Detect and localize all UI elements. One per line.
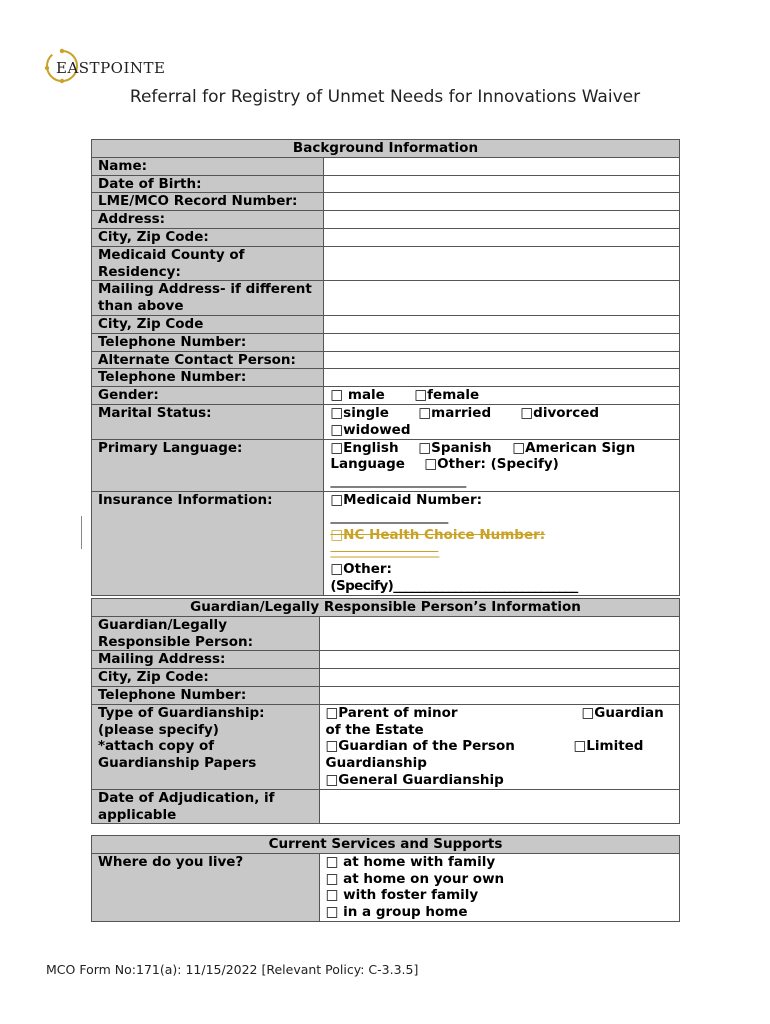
insurance-options: [324, 491, 680, 595]
margin-mark: [81, 516, 82, 549]
opt-limited-checkbox[interactable]: □Limited: [573, 738, 644, 755]
county-label-line1: Medicaid County of: [98, 246, 245, 263]
background-table: [91, 139, 680, 596]
mailing-field[interactable]: [324, 281, 680, 316]
dob-field[interactable]: [324, 175, 680, 193]
adjudication-label: [92, 789, 320, 824]
guardianship-options: [319, 704, 679, 789]
guardianship-type-line4: Guardianship Papers: [98, 755, 257, 772]
guardianship-type-line2: (please specify): [98, 721, 219, 738]
ins-other-checkbox[interactable]: □Other:: [330, 561, 392, 578]
guardian-heading: Guardian/Legally Responsible Person’s Information: [92, 599, 680, 617]
alt-contact-field[interactable]: [324, 351, 680, 369]
live-own-checkbox[interactable]: □ at home on your own: [325, 870, 505, 887]
mailing-label-line2: than above: [98, 298, 184, 315]
guardian-table: [91, 598, 680, 824]
mailing-label-line1: Mailing Address- if different: [98, 281, 312, 298]
guardian-label: [92, 616, 320, 651]
record-number-label: LME/MCO Record Number:: [92, 193, 324, 211]
guardian-mailing-field[interactable]: [319, 651, 679, 669]
gender-male-checkbox[interactable]: □ male: [330, 387, 385, 404]
ins-medicaid-blank[interactable]: __________________________: [330, 510, 448, 524]
background-heading: Background Information: [92, 140, 680, 158]
lang-spanish-checkbox[interactable]: □Spanish: [418, 439, 492, 456]
lang-other-checkbox[interactable]: □Other: (Specify): [424, 456, 559, 473]
city-zip2-label: City, Zip Code: [92, 315, 324, 333]
county-label-line2: Residency:: [98, 263, 181, 280]
guardian-label-line2: Responsible Person:: [98, 633, 253, 650]
logo-text: EASTPOINTE: [56, 59, 166, 77]
opt-estate-checkbox[interactable]: □Guardian: [581, 704, 664, 721]
services-table: [91, 835, 680, 922]
form-footer: MCO Form No:171(a): 11/15/2022 [Relevant Policy: C-3.3.5]: [46, 962, 419, 977]
opt-general-checkbox[interactable]: □General Guardianship: [325, 771, 504, 788]
guardianship-type-line1: Type of Guardianship:: [98, 704, 265, 721]
live-family-checkbox[interactable]: □ at home with family: [325, 853, 496, 870]
guardianship-type-label: [92, 704, 320, 789]
ins-nchc-blank[interactable]: ________________________: [330, 545, 439, 559]
language-options: [324, 439, 680, 491]
guardian-phone-field[interactable]: [319, 686, 679, 704]
adjudication-label-line1: Date of Adjudication, if: [98, 789, 275, 806]
county-field[interactable]: [324, 246, 680, 281]
lang-other-blank[interactable]: ______________________________: [330, 475, 466, 489]
marital-options: [324, 404, 680, 439]
city-zip2-field[interactable]: [324, 315, 680, 333]
guardian-city-zip-label: City, Zip Code:: [92, 669, 320, 687]
marital-married-checkbox[interactable]: □married: [418, 404, 492, 421]
marital-label: Marital Status:: [92, 404, 324, 439]
live-label: Where do you live?: [92, 853, 320, 921]
opt-person-checkbox[interactable]: □Guardian of the Person: [325, 738, 515, 755]
guardian-mailing-label: Mailing Address:: [92, 651, 320, 669]
ins-medicaid-checkbox[interactable]: □Medicaid Number:: [330, 491, 483, 508]
eastpointe-logo: [42, 44, 166, 88]
opt-estate-cont: of the Estate: [325, 721, 424, 738]
dob-label: Date of Birth:: [92, 175, 324, 193]
marital-divorced-checkbox[interactable]: □divorced: [520, 404, 600, 421]
page-title: Referral for Registry of Unmet Needs for Innovations Waiver: [129, 87, 641, 107]
lang-english-checkbox[interactable]: □English: [330, 439, 399, 456]
live-options: [319, 853, 679, 921]
live-group-checkbox[interactable]: □ in a group home: [325, 904, 468, 921]
alt-contact-label: Alternate Contact Person:: [92, 351, 324, 369]
city-zip-label: City, Zip Code:: [92, 228, 324, 246]
lang-asl-label-cont: Language: [330, 456, 405, 473]
ins-other-specify[interactable]: (Specify)______________________________: [330, 577, 578, 594]
phone2-label: Telephone Number:: [92, 369, 324, 387]
services-heading: Current Services and Supports: [92, 836, 680, 854]
marital-single-checkbox[interactable]: □single: [330, 404, 389, 421]
city-zip-field[interactable]: [324, 228, 680, 246]
guardian-label-line1: Guardian/Legally: [98, 616, 227, 633]
gender-options: [324, 387, 680, 405]
marital-widowed-checkbox[interactable]: □widowed: [330, 421, 411, 438]
opt-limited-cont: Guardianship: [325, 755, 427, 772]
gender-female-checkbox[interactable]: □female: [414, 387, 480, 404]
phone2-field[interactable]: [324, 369, 680, 387]
name-field[interactable]: [324, 157, 680, 175]
mailing-label: [92, 281, 324, 316]
guardian-field[interactable]: [319, 616, 679, 651]
lang-asl-checkbox[interactable]: □American Sign: [512, 439, 636, 456]
guardianship-type-line3: *attach copy of: [98, 738, 215, 755]
phone-label: Telephone Number:: [92, 333, 324, 351]
language-label: Primary Language:: [92, 439, 324, 491]
ins-nchc-checkbox[interactable]: □NC Health Choice Number:: [330, 526, 546, 543]
address-field[interactable]: [324, 211, 680, 229]
insurance-label: Insurance Information:: [92, 491, 324, 595]
record-number-field[interactable]: [324, 193, 680, 211]
phone-field[interactable]: [324, 333, 680, 351]
county-label: [92, 246, 324, 281]
guardian-city-zip-field[interactable]: [319, 669, 679, 687]
adjudication-label-line2: applicable: [98, 806, 177, 823]
opt-parent-checkbox[interactable]: □Parent of minor: [325, 704, 458, 721]
address-label: Address:: [92, 211, 324, 229]
adjudication-field[interactable]: [319, 789, 679, 824]
gender-label: Gender:: [92, 387, 324, 405]
name-label: Name:: [92, 157, 324, 175]
guardian-phone-label: Telephone Number:: [92, 686, 320, 704]
live-foster-checkbox[interactable]: □ with foster family: [325, 887, 479, 904]
